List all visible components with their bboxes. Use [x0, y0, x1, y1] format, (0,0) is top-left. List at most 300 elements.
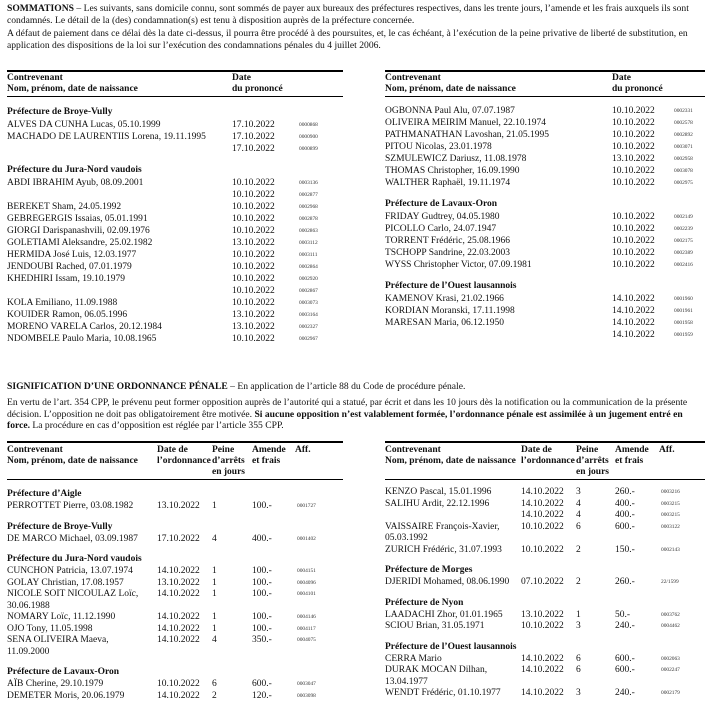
row-date: 14.10.2022 [612, 294, 655, 304]
row-days: 1 [212, 589, 217, 599]
row-date: 14.10.2022 [521, 487, 564, 497]
table-row [385, 522, 705, 534]
row-name: KHEDHIRI Issam, 19.10.1979 [7, 274, 125, 284]
row-date: 13.10.2022 [157, 577, 200, 588]
prefecture-heading: Préfecture de Broye-Vully [7, 107, 113, 117]
row-date: 10.10.2022 [232, 190, 275, 200]
table-header [7, 72, 343, 96]
row-fine: 240.- [615, 688, 635, 698]
header-arrets: d’arrêts [576, 456, 609, 466]
table-row [385, 610, 705, 622]
row-name: 30.06.1988 [7, 600, 50, 611]
row-name: GIORGI Darispanashvili, 02.09.1976 [7, 226, 150, 236]
header-peine: Peine [576, 445, 599, 455]
row-reference: 0003073 [299, 300, 318, 306]
row-reference: 0000899 [299, 146, 318, 152]
row-date: 10.10.2022 [521, 544, 564, 555]
header-peine: Peine [212, 445, 235, 455]
row-date: 14.10.2022 [157, 589, 200, 599]
row-date: 14.10.2022 [157, 612, 200, 622]
signification-para-end: La procédure en cas d’opposition est réglée par l’article 355 CPP. [30, 420, 284, 432]
row-date: 14.10.2022 [521, 498, 564, 509]
row-reference: 0004075 [297, 637, 316, 643]
row-date: 10.10.2022 [232, 262, 275, 272]
prefecture-heading: Préfecture de l’Ouest lausannois [385, 641, 517, 652]
row-date: 14.10.2022 [521, 665, 564, 675]
row-fine: 50.- [615, 609, 631, 620]
row-days: 1 [212, 612, 217, 622]
row-reference: 0000868 [299, 122, 318, 128]
prefecture-heading: Préfecture de Lavaux-Oron [385, 199, 498, 209]
row-name: CERRA Mario [385, 653, 442, 664]
prefecture-heading: Préfecture de Lavaux-Oron [7, 667, 120, 677]
row-reference: 0002975 [674, 180, 693, 186]
table-row [385, 165, 705, 177]
signification-para-bold: Si aucune opposition n’est valablement formée, l’ordonnance pénale est assimilée à un jugement entré en force. [7, 408, 683, 432]
table-row [385, 577, 705, 589]
row-reference: 0003047 [297, 681, 316, 687]
row-reference: 0003071 [674, 144, 693, 150]
row-fine: 100.- [252, 612, 272, 622]
header-pronounced: du prononcé [232, 84, 283, 94]
group-spacer [7, 658, 343, 665]
row-name: OJO Tony, 11.05.1998 [7, 623, 93, 634]
row-reference: 0002149 [674, 214, 693, 220]
row-name: THOMAS Christopher, 16.09.1990 [385, 166, 520, 176]
group-spacer [385, 633, 705, 640]
row-name: PITOU Nicolas, 23.01.1978 [385, 142, 492, 152]
row-fine: 100.- [252, 589, 272, 599]
prefecture-heading: Préfecture de l’Ouest lausannois [385, 281, 517, 291]
header-frais: et frais [252, 456, 281, 466]
row-reference: 0002416 [674, 262, 693, 268]
row-reference: 0001402 [297, 535, 316, 542]
row-days: 1 [212, 566, 217, 576]
table-row [7, 566, 343, 578]
row-reference: 0002864 [299, 264, 318, 270]
row-reference: 0004117 [297, 625, 316, 632]
row-days: 1 [212, 623, 217, 634]
row-fine: 120.- [252, 690, 272, 701]
signification-title: SIGNIFICATION D’UNE ORDONNANCE PÉNALE [7, 381, 228, 392]
row-reference: 0003164 [299, 312, 318, 318]
table-row [7, 143, 343, 155]
row-reference: 0002967 [299, 336, 318, 342]
row-date: 10.10.2022 [612, 212, 655, 222]
row-date: 14.10.2022 [157, 635, 200, 645]
row-days: 1 [212, 577, 217, 588]
row-date: 10.10.2022 [612, 178, 655, 188]
row-name: HERMIDA José Luis, 12.03.1977 [7, 250, 137, 260]
table-row [7, 635, 343, 647]
row-name: SZMULEWICZ Dariusz, 11.08.1978 [385, 154, 527, 164]
signification-right-column [385, 441, 705, 700]
row-date: 10.10.2022 [612, 260, 655, 270]
row-reference: 0001960 [674, 296, 693, 302]
table-row [385, 305, 705, 317]
row-reference: 0004146 [297, 614, 316, 620]
row-days: 3 [576, 487, 581, 497]
group-spacer [385, 589, 705, 596]
row-name: PATHMANATHAN Lavoshan, 21.05.1995 [385, 130, 550, 140]
group-spacer [385, 189, 705, 197]
sommations-right-column [385, 70, 705, 341]
header-frais: et frais [615, 456, 644, 466]
group-spacer [385, 97, 705, 105]
table-row [385, 621, 705, 633]
row-name: KAMENOV Krasi, 21.02.1966 [385, 294, 504, 304]
row-name: MACHADO DE LAURENTIIS Lorena, 19.11.1995 [7, 132, 206, 142]
signification-intro-text: – En application de l’article 88 du Code de procédure pénale. [227, 381, 466, 392]
row-date: 17.10.2022 [232, 120, 275, 130]
row-fine: 600.- [615, 521, 635, 532]
row-name: FRIDAY Gudtrey, 04.05.1980 [385, 212, 500, 222]
row-days: 2 [576, 577, 581, 587]
sommations-para2: A défaut de paiement dans ce délai dès la date ci-dessus, il pourra être procédé à des poursuites, et, le cas échéant, à l’exécution de la peine privative de liberté de substitution, en application des dispositions de la loi sur l’exécution des condamnations pénales du 4 juillet 2006. [7, 28, 688, 51]
row-reference: 0002247 [661, 667, 680, 673]
row-fine: 260.- [615, 487, 635, 497]
table-row [385, 153, 705, 165]
row-date: 10.10.2022 [612, 248, 655, 258]
header-arrets: d’arrêts [212, 456, 245, 466]
row-date: 14.10.2022 [612, 306, 655, 316]
sommations-intro-text: – Les suivants, sans domicile connu, sont sommés de payer aux bureaux des préfectures respectives, dans les trente jours, l’amende et les frais auxquels ils sont condamnés. Le détail de la (des) condamnation(s) est tenu à disposition auprès de la préfecture concernée. [7, 3, 689, 26]
table-row [385, 247, 705, 259]
row-fine: 100.- [252, 577, 272, 588]
row-date: 10.10.2022 [232, 274, 275, 284]
row-reference: 0003216 [661, 489, 680, 495]
row-fine: 600.- [615, 665, 635, 675]
row-date: 10.10.2022 [612, 118, 655, 128]
row-fine: 100.- [252, 566, 272, 576]
row-name: SCIOU Brian, 31.05.1971 [385, 621, 485, 631]
table-row [385, 317, 705, 329]
table-row [7, 131, 343, 143]
table-row [385, 654, 705, 666]
header-name: Nom, prénom, date de naissance [7, 456, 138, 466]
table-row [7, 213, 343, 225]
header-ordonnance: l’ordonnance [521, 456, 575, 466]
signification-para [7, 397, 703, 432]
group-spacer [7, 513, 343, 520]
row-days: 6 [212, 679, 217, 689]
row-reference: 0002578 [674, 120, 693, 126]
header-date: Date [232, 73, 251, 83]
prefecture-heading: Préfecture de Morges [385, 565, 473, 575]
row-reference: 0002063 [661, 655, 680, 662]
row-reference: 0003112 [299, 240, 318, 246]
header-amende: Amende [252, 445, 286, 455]
table-header [385, 72, 705, 96]
row-reference: 0003122 [661, 523, 680, 530]
table-row [7, 679, 343, 691]
row-name: DJERIDI Mohamed, 08.06.1990 [385, 577, 510, 587]
row-name: WENDT Frédéric, 01.10.1977 [385, 688, 501, 698]
row-reference: 0004101 [297, 591, 316, 597]
row-reference: 0002143 [661, 546, 680, 553]
table-row [385, 688, 705, 700]
group-spacer [385, 556, 705, 563]
row-name: JENDOUBI Rached, 07.01.1979 [7, 262, 132, 272]
table-row [385, 499, 705, 511]
row-date: 14.10.2022 [521, 510, 564, 520]
row-date: 17.10.2022 [232, 132, 275, 142]
header-date: Date de [157, 445, 188, 455]
row-date: 10.10.2022 [232, 214, 275, 224]
table-row [7, 261, 343, 273]
sommations-left-column [7, 70, 343, 345]
row-fine: 400.- [252, 533, 272, 544]
row-reference: 0001727 [297, 503, 316, 509]
row-date: 10.10.2022 [232, 334, 275, 344]
row-name: ZURICH Frédéric, 31.07.1993 [385, 544, 502, 555]
row-name: WALTHER Raphaël, 19.11.1974 [385, 178, 511, 188]
header-aff: Aff. [659, 445, 675, 455]
row-fine: 240.- [615, 621, 635, 631]
row-date: 13.10.2022 [232, 322, 275, 332]
row-fine: 600.- [615, 653, 635, 664]
group-spacer [385, 271, 705, 279]
row-date: 13.10.2022 [232, 238, 275, 248]
row-reference: 22/1599 [661, 579, 679, 585]
row-reference: 0004096 [297, 579, 316, 586]
row-reference: 0003111 [299, 252, 318, 258]
row-reference: 0004462 [661, 623, 680, 629]
row-reference: 0002968 [299, 204, 318, 210]
row-fine: 260.- [615, 577, 635, 587]
row-name: OLIVEIRA MEIRIM Manuel, 22.10.1974 [385, 118, 546, 128]
table-row [385, 665, 705, 677]
row-days: 6 [576, 521, 581, 532]
row-name: DURAK MOCAN Dilhan, [385, 665, 488, 675]
table-row [7, 612, 343, 624]
header-contrevenant: Contrevenant [7, 73, 63, 83]
row-name: ABDI IBRAHIM Ayub, 08.09.2001 [7, 178, 144, 188]
table-header [7, 443, 343, 479]
row-date: 10.10.2022 [612, 106, 655, 116]
table-row [385, 129, 705, 141]
row-date: 14.10.2022 [521, 688, 564, 698]
header-jours: en jours [212, 467, 245, 477]
row-date: 14.10.2022 [521, 653, 564, 664]
row-name: KOLA Emiliano, 11.09.1988 [7, 298, 118, 308]
row-reference: 0004151 [297, 568, 316, 574]
row-date: 14.10.2022 [157, 566, 200, 576]
table-row [385, 141, 705, 153]
row-date: 10.10.2022 [232, 202, 275, 212]
table-row [7, 601, 343, 613]
row-date: 10.10.2022 [612, 142, 655, 152]
row-date: 10.10.2022 [521, 621, 564, 631]
row-reference: 0003762 [661, 611, 680, 618]
table-row [7, 237, 343, 249]
group-spacer [7, 480, 343, 487]
table-row [7, 691, 343, 703]
group-spacer [7, 97, 343, 105]
row-reference: 0002958 [674, 156, 693, 162]
row-reference: 0002877 [299, 192, 318, 198]
row-reference: 0003136 [299, 180, 318, 186]
row-fine: 400.- [615, 510, 635, 520]
row-reference: 0003078 [674, 168, 693, 174]
row-date: 13.10.2022 [232, 310, 275, 320]
header-ordonnance: l’ordonnance [157, 456, 211, 466]
row-fine: 600.- [252, 679, 272, 689]
row-reference: 0000900 [299, 134, 318, 140]
row-name: TSCHOPP Sandrine, 22.03.2003 [385, 248, 511, 258]
row-name: 05.03.1992 [385, 533, 428, 543]
table-row [7, 285, 343, 297]
row-reference: 0002389 [674, 250, 693, 256]
row-date: 10.10.2022 [612, 224, 655, 234]
row-name: MARESAN Maria, 06.12.1950 [385, 318, 505, 328]
header-date: Date [612, 73, 631, 83]
row-days: 6 [576, 653, 581, 664]
row-date: 10.10.2022 [232, 178, 275, 188]
row-days: 6 [576, 665, 581, 675]
row-days: 4 [212, 635, 217, 645]
row-reference: 0001958 [674, 320, 693, 326]
table-row [385, 177, 705, 189]
row-name: AÏB Cherine, 29.10.1979 [7, 679, 104, 689]
signification-intro [7, 381, 703, 393]
table-row [7, 273, 343, 285]
group-spacer [385, 480, 705, 487]
row-reference: 0002892 [674, 132, 693, 138]
sommations-intro [7, 3, 703, 26]
row-name: OGBONNA Paul Alu, 07.07.1987 [385, 106, 515, 116]
row-name: KORDIAN Moranski, 17.11.1998 [385, 306, 515, 316]
row-days: 4 [576, 510, 581, 520]
header-date: Date de [521, 445, 552, 455]
row-date: 17.10.2022 [232, 144, 275, 154]
table-row [7, 249, 343, 261]
row-name: KOUIDER Ramon, 06.05.1996 [7, 310, 128, 320]
row-reference: 0002239 [674, 226, 693, 232]
signification-para-text: En vertu de l’art. 354 CPP, le prévenu peut former opposition auprès de l’autorité qui a statué, par écrit et dans les 10 jours dès la notification ou la communication de la présente décision. L’opposition ne doit pas obligatoirement être motivée. [7, 397, 688, 420]
table-row [385, 329, 705, 341]
table-row [7, 119, 343, 131]
row-reference: 0002878 [299, 216, 318, 222]
row-name: WYSS Christopher Victor, 07.09.1981 [385, 260, 532, 270]
row-reference: 0001959 [674, 332, 693, 338]
table-row [7, 647, 343, 659]
row-name: PICOLLO Carlo, 24.07.1947 [385, 224, 497, 234]
table-row [7, 297, 343, 309]
row-date: 13.10.2022 [157, 501, 200, 511]
sommations-title: SOMMATIONS [7, 3, 74, 14]
row-date: 14.10.2022 [157, 623, 200, 634]
row-date: 13.10.2022 [612, 154, 655, 164]
table-row [385, 105, 705, 117]
row-name: NICOLE SOIT NICOULAZ Loïc, [7, 589, 139, 599]
table-row [7, 225, 343, 237]
header-contrevenant: Contrevenant [385, 73, 441, 83]
header-pronounced: du prononcé [612, 84, 663, 94]
header-amende: Amende [615, 445, 649, 455]
table-row [385, 259, 705, 271]
row-days: 4 [576, 498, 581, 509]
row-date: 10.10.2022 [232, 298, 275, 308]
row-name: SALIHU Ardit, 22.12.1996 [385, 498, 490, 509]
row-date: 13.10.2022 [521, 609, 564, 620]
row-name: TORRENT Frédéric, 25.08.1966 [385, 236, 510, 246]
row-fine: 400.- [615, 498, 635, 509]
row-days: 2 [212, 690, 217, 701]
header-aff: Aff. [295, 445, 311, 455]
row-date: 10.10.2022 [612, 130, 655, 140]
group-spacer [7, 545, 343, 552]
row-reference: 0002867 [299, 288, 318, 294]
row-name: DE MARCO Michael, 03.09.1987 [7, 533, 138, 544]
table-row [385, 117, 705, 129]
table-row [385, 211, 705, 223]
row-name: KENZO Pascal, 15.01.1996 [385, 487, 492, 497]
table-row [7, 589, 343, 601]
row-date: 10.10.2022 [157, 679, 200, 689]
table-row [7, 309, 343, 321]
row-fine: 100.- [252, 623, 272, 634]
group-spacer [7, 155, 343, 163]
header-name: Nom, prénom, date de naissance [7, 84, 138, 94]
header-contrevenant: Contrevenant [7, 445, 63, 455]
row-reference: 0001961 [674, 308, 693, 314]
table-row [7, 333, 343, 345]
row-days: 4 [212, 533, 217, 544]
row-name: CUNCHON Patricia, 13.07.1974 [7, 566, 133, 576]
row-days: 2 [576, 544, 581, 555]
row-date: 14.10.2022 [612, 330, 655, 340]
row-date: 10.10.2022 [232, 226, 275, 236]
row-days: 3 [576, 688, 581, 698]
row-date: 10.10.2022 [232, 286, 275, 296]
header-contrevenant: Contrevenant [385, 445, 441, 455]
table-row [385, 223, 705, 235]
row-name: GOLETIAMI Aleksandre, 25.02.1982 [7, 238, 153, 248]
row-date: 14.10.2022 [157, 690, 200, 701]
table-row [7, 624, 343, 636]
signification-left-column [7, 441, 343, 702]
table-row [385, 293, 705, 305]
header-name: Nom, prénom, date de naissance [385, 456, 516, 466]
row-name: NOMARY Loïc, 11.12.1990 [7, 612, 116, 622]
table-row [385, 677, 705, 689]
row-reference: 0002863 [299, 228, 318, 234]
prefecture-heading: Préfecture d’Aigle [7, 489, 82, 499]
row-name: DEMETER Moris, 20.06.1979 [7, 690, 125, 701]
header-jours: en jours [576, 467, 609, 477]
row-days: 3 [576, 621, 581, 631]
table-row [7, 501, 343, 513]
row-fine: 100.- [252, 501, 272, 511]
row-date: 10.10.2022 [232, 250, 275, 260]
row-reference: 0002179 [661, 690, 680, 696]
row-reference: 0003098 [297, 692, 316, 699]
row-name: ALVES DA CUNHA Lucas, 05.10.1999 [7, 120, 161, 130]
table-row [385, 235, 705, 247]
row-days: 1 [576, 609, 581, 620]
row-name: VAISSAIRE François-Xavier, [385, 521, 500, 532]
row-reference: 0003215 [661, 500, 680, 507]
row-date: 17.10.2022 [157, 533, 200, 544]
prefecture-heading: Préfecture de Nyon [385, 597, 464, 608]
table-row [385, 487, 705, 499]
row-name: 11.09.2000 [7, 646, 50, 657]
row-date: 10.10.2022 [612, 166, 655, 176]
row-name: GEBREGERGIS Issaias, 05.01.1991 [7, 214, 148, 224]
row-days: 1 [212, 501, 217, 511]
table-row [7, 321, 343, 333]
